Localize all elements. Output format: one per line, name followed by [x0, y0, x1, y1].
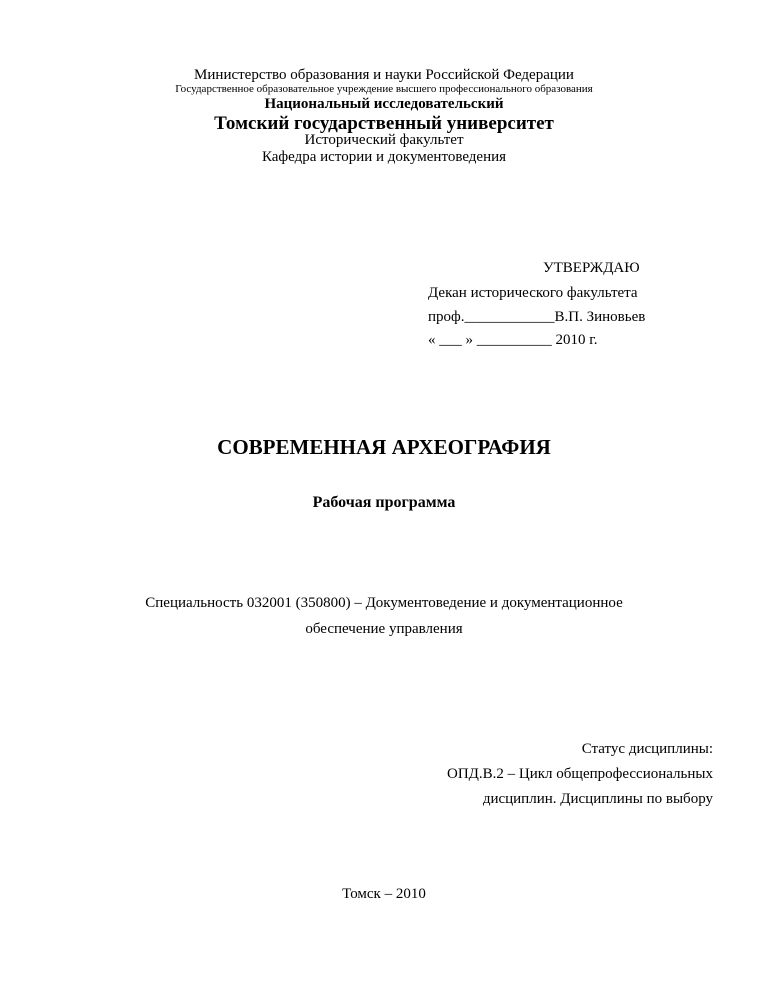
approval-title: УТВЕРЖДАЮ	[543, 260, 640, 276]
document-title: СОВРЕМЕННАЯ АРХЕОГРАФИЯ	[217, 435, 551, 459]
status-description-line: дисциплин. Дисциплины по выбору	[482, 791, 713, 807]
institution-type: Государственное образовательное учреждение высшего профессионального образования	[175, 83, 593, 95]
approval-position: Декан исторического факультета	[428, 285, 638, 301]
specialty-line-1: Специальность 032001 (350800) – Документоведение и документационное	[145, 595, 623, 611]
status-label: Статус дисциплины:	[581, 741, 713, 757]
city-year: Томск – 2010	[342, 886, 426, 902]
approval-date-line: « ___ » __________ 2010 г.	[428, 332, 598, 348]
department-name: Кафедра истории и документоведения	[261, 149, 507, 165]
status-code-line: ОПД.В.2 – Цикл общепрофессиональных	[447, 766, 713, 782]
specialty-line-2: обеспечение управления	[305, 621, 463, 637]
approval-signature-line: проф.____________В.П. Зиновьев	[428, 309, 646, 325]
university-name: Томский государственный университет	[214, 113, 554, 134]
ministry-name: Министерство образования и науки Российской Федерации	[194, 67, 574, 83]
research-label: Национальный исследовательский	[264, 96, 504, 112]
faculty-name: Исторический факультет	[304, 132, 464, 148]
document-subtitle: Рабочая программа	[312, 494, 456, 511]
